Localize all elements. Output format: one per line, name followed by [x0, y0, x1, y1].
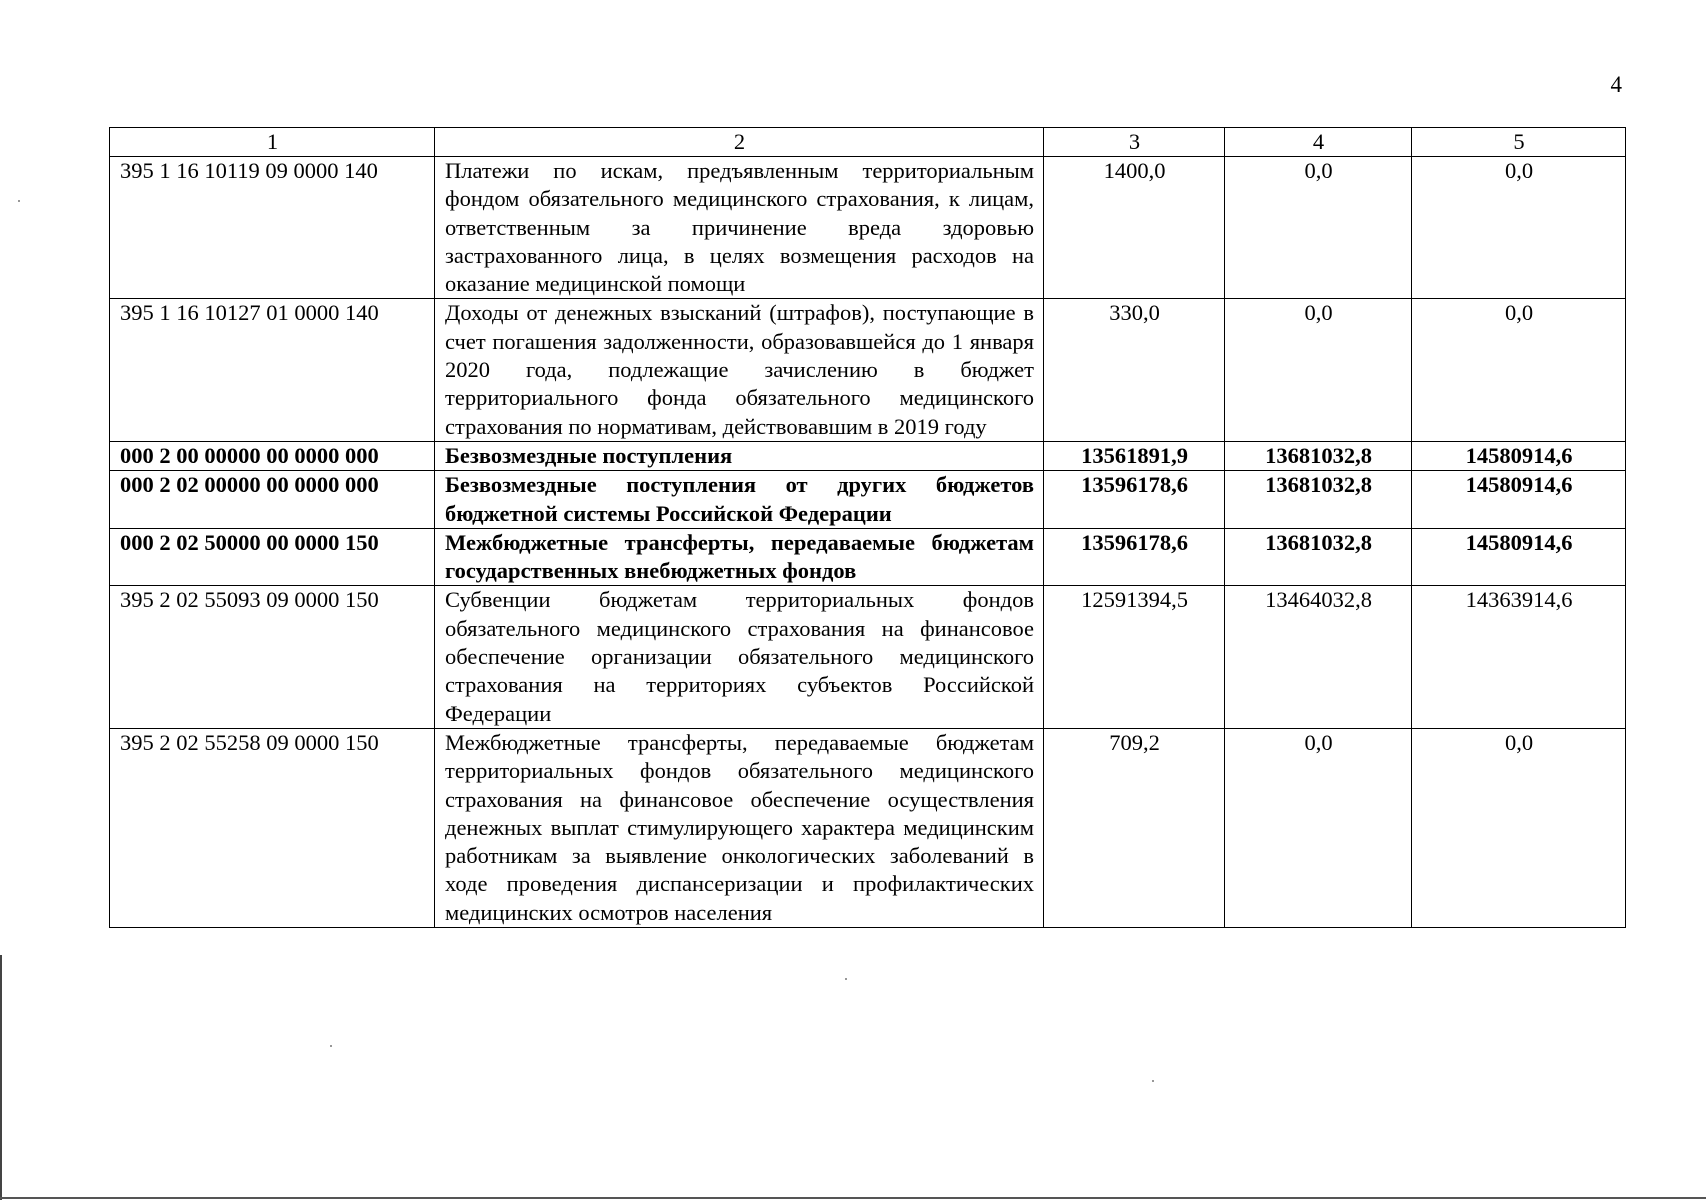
- scan-speck: [18, 200, 20, 202]
- table-row: [110, 728, 1626, 927]
- table-row-bold: [110, 441, 1626, 470]
- revenue-name-cell: Безвозмездные поступления от других бюджетов бюджетной системы Российской Федерации: [435, 471, 1044, 529]
- budget-code-cell: 000 2 00 00000 00 0000 000: [110, 441, 435, 470]
- amount-col4-cell: 13681032,8: [1225, 528, 1412, 586]
- budget-code-cell: 395 2 02 55258 09 0000 150: [110, 728, 435, 927]
- table-row: [110, 157, 1626, 299]
- amount-col5-cell: 0,0: [1412, 299, 1626, 441]
- amount-col5-cell: 0,0: [1412, 157, 1626, 299]
- column-number-row: [110, 128, 1626, 157]
- budget-code-cell: 395 1 16 10119 09 0000 140: [110, 157, 435, 299]
- amount-col3-cell: 12591394,5: [1044, 586, 1225, 728]
- amount-col3-cell: 709,2: [1044, 728, 1225, 927]
- amount-col4-cell: 0,0: [1225, 299, 1412, 441]
- amount-col3-cell: 13561891,9: [1044, 441, 1225, 470]
- column-header-5: 5: [1412, 128, 1626, 157]
- revenue-name-cell: Платежи по искам, предъявленным территориальным фондом обязательного медицинского страхования, к лицам, ответственным за причинение вреда здоровью застрахованного лица, в целях возмещения расходов на оказание медицинской помощи: [435, 157, 1044, 299]
- amount-col3-cell: 1400,0: [1044, 157, 1225, 299]
- amount-col5-cell: 0,0: [1412, 728, 1626, 927]
- budget-code-cell: 000 2 02 00000 00 0000 000: [110, 471, 435, 529]
- revenue-name-cell: Доходы от денежных взысканий (штрафов), поступающие в счет погашения задолженности, образовавшейся до 1 января 2020 года, подлежащие зачислению в бюджет территориального фонда обязательного медицинского страхования по нормативам, действовавшим в 2019 году: [435, 299, 1044, 441]
- amount-col3-cell: 330,0: [1044, 299, 1225, 441]
- budget-code-cell: 395 1 16 10127 01 0000 140: [110, 299, 435, 441]
- revenue-name-cell: Межбюджетные трансферты, передаваемые бюджетам территориальных фондов обязательного медицинского страхования на финансовое обеспечение осуществления денежных выплат стимулирующего характера медицинским работникам за выявление онкологических заболеваний в ходе проведения диспансеризации и профилактических медицинских осмотров населения: [435, 728, 1044, 927]
- amount-col4-cell: 0,0: [1225, 157, 1412, 299]
- amount-col3-cell: 13596178,6: [1044, 528, 1225, 586]
- amount-col5-cell: 14580914,6: [1412, 471, 1626, 529]
- table-row-bold: [110, 471, 1626, 529]
- scan-edge-bottom: [0, 1197, 1706, 1199]
- amount-col4-cell: 13464032,8: [1225, 586, 1412, 728]
- amount-col3-cell: 13596178,6: [1044, 471, 1225, 529]
- scan-edge-left: [0, 955, 2, 1200]
- budget-code-cell: 000 2 02 50000 00 0000 150: [110, 528, 435, 586]
- revenue-name-cell: Субвенции бюджетам территориальных фондов обязательного медицинского страхования на финансовое обеспечение организации обязательного медицинского страхования на территориях субъектов Российской Федерации: [435, 586, 1044, 728]
- column-header-2: 2: [435, 128, 1044, 157]
- page-number: 4: [1610, 72, 1622, 97]
- budget-code-cell: 395 2 02 55093 09 0000 150: [110, 586, 435, 728]
- column-header-4: 4: [1225, 128, 1412, 157]
- table-row: [110, 586, 1626, 728]
- table-row-bold: [110, 528, 1626, 586]
- amount-col5-cell: 14580914,6: [1412, 528, 1626, 586]
- amount-col4-cell: 0,0: [1225, 728, 1412, 927]
- scan-speck: [1152, 1080, 1154, 1082]
- revenue-name-cell: Межбюджетные трансферты, передаваемые бюджетам государственных внебюджетных фондов: [435, 528, 1044, 586]
- budget-revenue-table: [109, 127, 1626, 928]
- table-row: [110, 299, 1626, 441]
- amount-col4-cell: 13681032,8: [1225, 471, 1412, 529]
- column-header-3: 3: [1044, 128, 1225, 157]
- amount-col5-cell: 14363914,6: [1412, 586, 1626, 728]
- amount-col5-cell: 14580914,6: [1412, 441, 1626, 470]
- revenue-name-cell: Безвозмездные поступления: [435, 441, 1044, 470]
- scan-speck: [330, 1045, 332, 1047]
- scan-speck: [845, 978, 847, 980]
- column-header-1: 1: [110, 128, 435, 157]
- amount-col4-cell: 13681032,8: [1225, 441, 1412, 470]
